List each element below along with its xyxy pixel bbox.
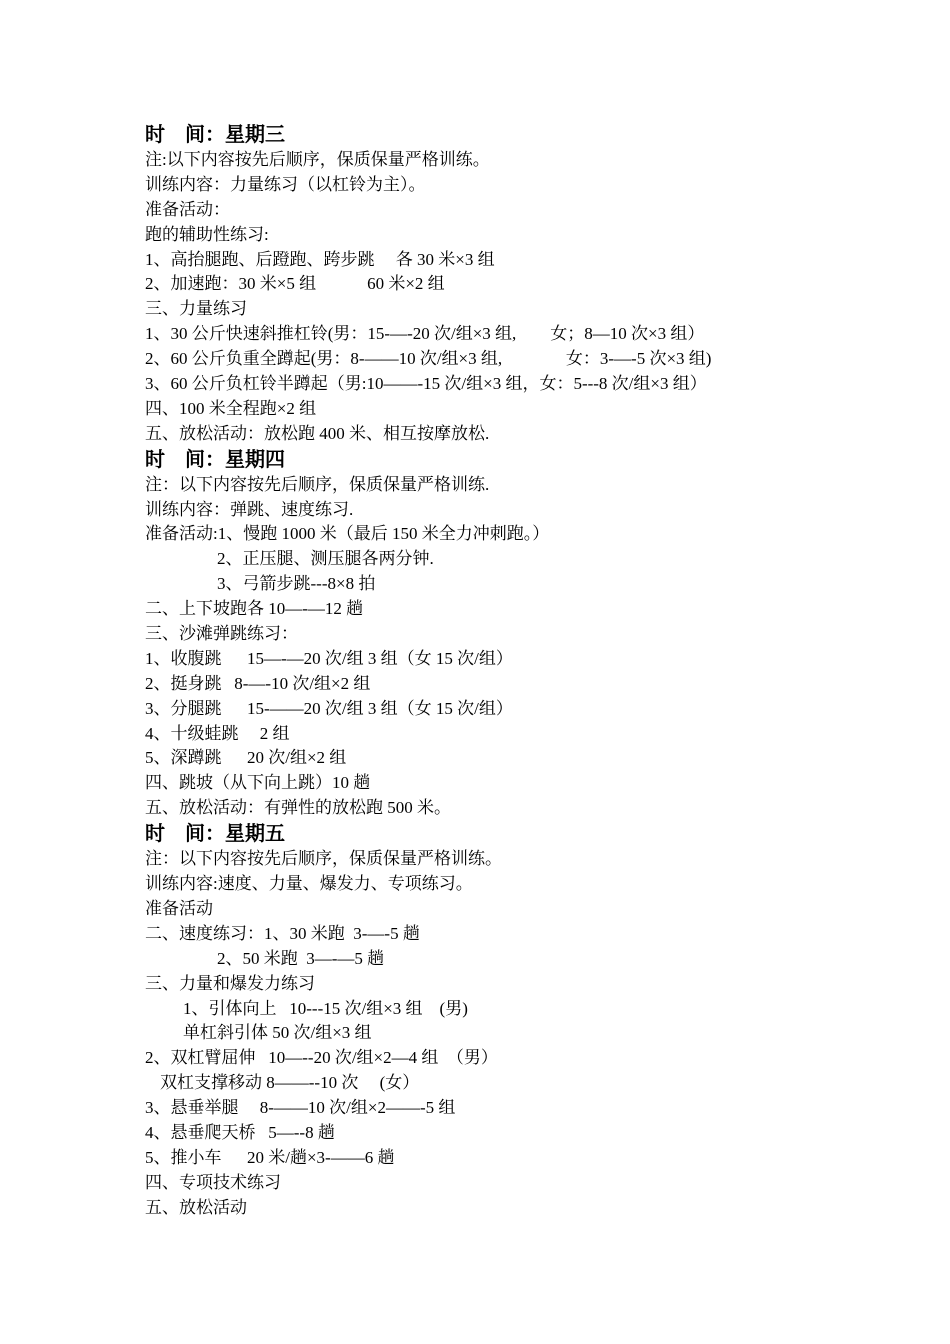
text-line: 四、100 米全程跑×2 组 — [145, 398, 317, 418]
text-line: 1、收腹跳 15—-—20 次/组 3 组（女 15 次/组） — [145, 648, 513, 668]
text-line: 注：以下内容按先后顺序，保质保量严格训练。 — [145, 849, 502, 869]
section-heading-wednesday: 时 间：星期三 — [145, 124, 285, 146]
text-line: 1、30 公斤快速斜推杠铃(男：15-—-20 次/组×3 组, 女；8—10 次×3 组） — [145, 324, 705, 344]
text-line: 5、深蹲跳 20 次/组×2 组 — [145, 748, 347, 768]
text-line: 二、上下坡跑各 10—-—12 趟 — [145, 599, 364, 619]
text-line: 三、力量练习 — [145, 299, 247, 319]
document-body — [145, 122, 905, 1221]
text-line: 准备活动： — [145, 199, 230, 219]
text-line: 三、力量和爆发力练习 — [145, 973, 315, 993]
text-line-indented: 2、正压腿、测压腿各两分钟. — [217, 549, 434, 569]
text-line: 3、60 公斤负杠铃半蹲起（男:10——-15 次/组×3 组，女：5---8 次/组×3 组） — [145, 374, 707, 394]
text-line-indented: 2、50 米跑 3—-—5 趟 — [217, 948, 385, 968]
text-line: 5、推小车 20 米/趟×3-——6 趟 — [145, 1147, 395, 1167]
text-line: 二、速度练习：1、30 米跑 3-—-5 趟 — [145, 923, 420, 943]
text-line: 4、十级蛙跳 2 组 — [145, 723, 290, 743]
text-line-indented: 3、弓箭步跳---8×8 拍 — [217, 574, 376, 594]
text-line: 3、分腿跳 15-——20 次/组 3 组（女 15 次/组） — [145, 698, 513, 718]
text-line: 1、高抬腿跑、后蹬跑、跨步跳 各 30 米×3 组 — [145, 249, 495, 269]
text-line: 注：以下内容按先后顺序，保质保量严格训练. — [145, 474, 490, 494]
text-line: 3、悬垂举腿 8-——10 次/组×2——-5 组 — [145, 1098, 456, 1118]
section-heading-thursday: 时 间：星期四 — [145, 448, 285, 471]
text-line: 四、专项技术练习 — [145, 1172, 281, 1192]
text-line: 五、放松活动：有弹性的放松跑 500 米。 — [145, 798, 451, 818]
section-heading-friday: 时 间：星期五 — [145, 823, 285, 846]
text-line: 跑的辅助性练习: — [145, 224, 269, 244]
text-line: 训练内容：力量练习（以杠铃为主）。 — [145, 174, 426, 194]
text-line: 训练内容:速度、力量、爆发力、专项练习。 — [145, 874, 473, 894]
text-line: 准备活动:1、慢跑 1000 米（最后 150 米全力冲刺跑。） — [145, 524, 550, 544]
text-line-indented: 单杠斜引体 50 次/组×3 组 — [183, 1023, 372, 1043]
text-line-indented: 双杠支撑移动 8——--10 次 (女） — [160, 1073, 420, 1093]
text-line: 准备活动 — [145, 898, 213, 918]
text-line: 注:以下内容按先后顺序，保质保量严格训练。 — [145, 150, 490, 169]
text-line: 2、加速跑：30 米×5 组 60 米×2 组 — [145, 274, 445, 294]
text-line: 五、放松活动：放松跑 400 米、相互按摩放松. — [145, 423, 490, 443]
text-line: 2、挺身跳 8-—-10 次/组×2 组 — [145, 673, 371, 693]
text-line-indented: 1、引体向上 10---15 次/组×3 组 (男) — [183, 998, 468, 1018]
text-line: 2、双杠臂屈伸 10—--20 次/组×2—4 组 （男） — [145, 1048, 498, 1068]
text-line: 2、60 公斤负重全蹲起(男：8-——10 次/组×3 组, 女：3-—-5 次×3 组) — [145, 349, 712, 369]
text-line: 五、放松活动 — [145, 1197, 247, 1217]
text-line: 四、跳坡（从下向上跳）10 趟 — [145, 773, 371, 793]
text-line: 训练内容：弹跳、速度练习. — [145, 499, 354, 519]
text-line: 4、悬垂爬天桥 5—--8 趟 — [145, 1122, 335, 1142]
text-line: 三、沙滩弹跳练习： — [145, 624, 298, 644]
